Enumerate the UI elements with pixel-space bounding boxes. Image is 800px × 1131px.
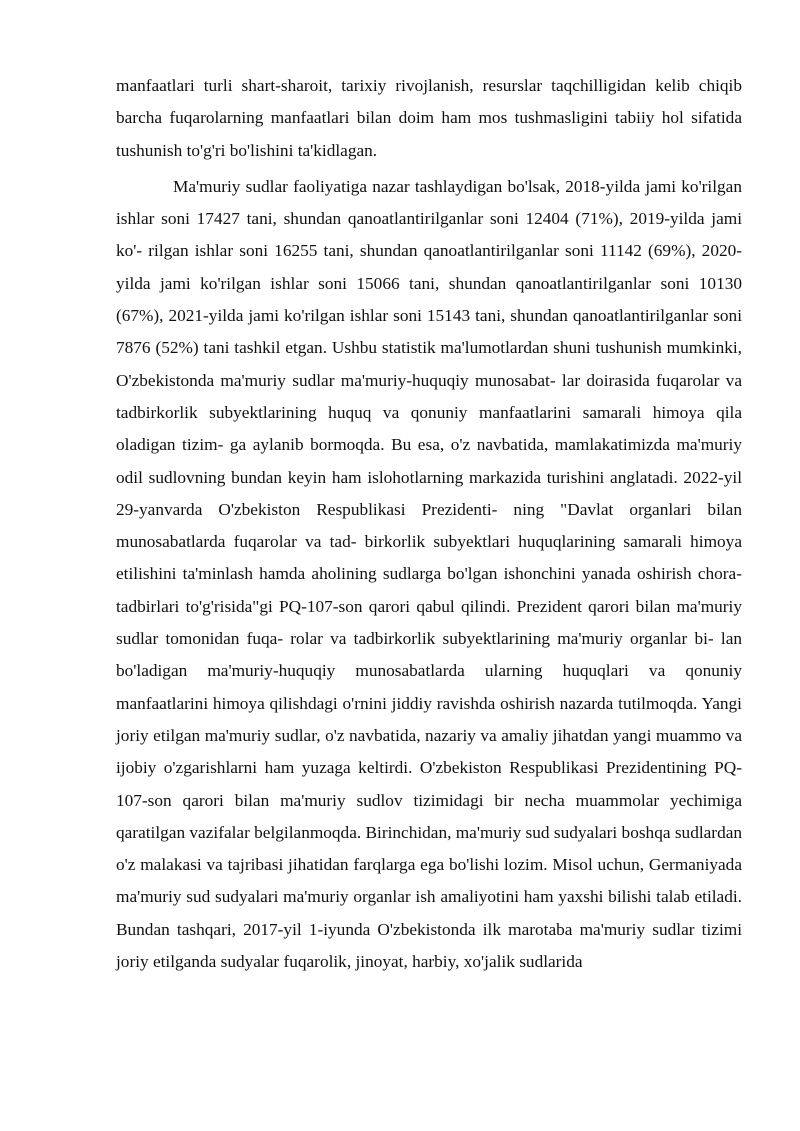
paragraph-administrative-courts: Ma'muriy sudlar faoliyatiga nazar tashlaydigan bo'lsak, 2018-yilda jami ko'rilgan ishlar soni 17427 tani, shundan qanoatlantirilganlar soni 12404 (71%), 2019-yilda jami ko'- rilgan ishlar soni 16255 tani, shundan qanoatlantirilganlar soni 11142 (69%), 2020-yilda jami ko'rilgan ishlar soni 15066 tani, shundan qanoatlantirilganlar soni 10130 (67%), 2021-yilda jami ko'rilgan ishlar soni 15143 tani, shundan qanoatlantirilganlar soni 7876 (52%) tani tashkil etgan. Ushbu statistik ma'lumotlardan shuni tushunish mumkinki, O'zbekistonda ma'muriy sudlar ma'muriy-huquqiy munosabat- lar doirasida fuqarolar va tadbirkorlik subyektlarining huquq va qonuniy manfaatlarini samarali himoya qila oladigan tizim- ga aylanib bormoqda. Bu esa, o'z navbatida, mamlakatimizda ma'muriy odil sudlovning bundan keyin ham islohotlarning markazida turishini anglatadi. 2022-yil 29-yanvarda O'zbekiston Respublikasi Prezidenti- ning "Davlat organlari bilan munosabatlarda fuqarolar va tad- birkorlik subyektlari huquqlarining samarali himoya etilishini ta'minlash hamda aholining sudlarga bo'lgan ishonchini yanada oshirish chora-tadbirlari to'g'risida"gi PQ-107-son qarori qabul qilindi. Prezident qarori bilan ma'muriy sudlar tomonidan fuqa- rolar va tadbirkorlik subyektlarining ma'muriy organlar bi- lan bo'ladigan ma'muriy-huquqiy munosabatlarda ularning huquqlari va qonuniy manfaatlarini himoya qilishdagi o'rnini jiddiy ravishda oshirish nazarda tutilmoqda. Yangi joriy etilgan ma'muriy sudlar, o'z navbatida, nazariy va amaliy jihatdan yangi muammo va ijobiy o'zgarishlarni ham yuzaga keltirdi. O'zbekiston Respublikasi Prezidentining PQ-107-son qarori bilan ma'muriy sudlov tizimidagi bir necha muammolar yechimiga qaratilgan vazifalar belgilanmoqda. Birinchidan, ma'muriy sud sudyalari boshqa sudlardan o'z malakasi va tajribasi jihatidan farqlarga ega bo'lishi lozim. Misol uchun, Germaniyada ma'muriy sud sudyalari ma'muriy organlar ish amaliyotini ham yaxshi bilishi talab etiladi. Bundan tashqari, 2017-yil 1-iyunda O'zbekistonda ilk marotaba ma'muriy sudlar tizimi joriy etilganda sudyalar fuqarolik, jinoyat, harbiy, xo'jalik sudlarida — [116, 176, 743, 972]
document-body — [116, 70, 742, 978]
paragraph-continuation: manfaatlari turli shart-sharoit, tarixiy rivojlanish, resurslar taqchilligidan kelib chiqib barcha fuqarolarning manfaatlari bilan doim ham mos tushmasligini tabiiy hol sifatida tushunish to'g'ri bo'lishini ta'kidlagan. — [116, 76, 742, 160]
